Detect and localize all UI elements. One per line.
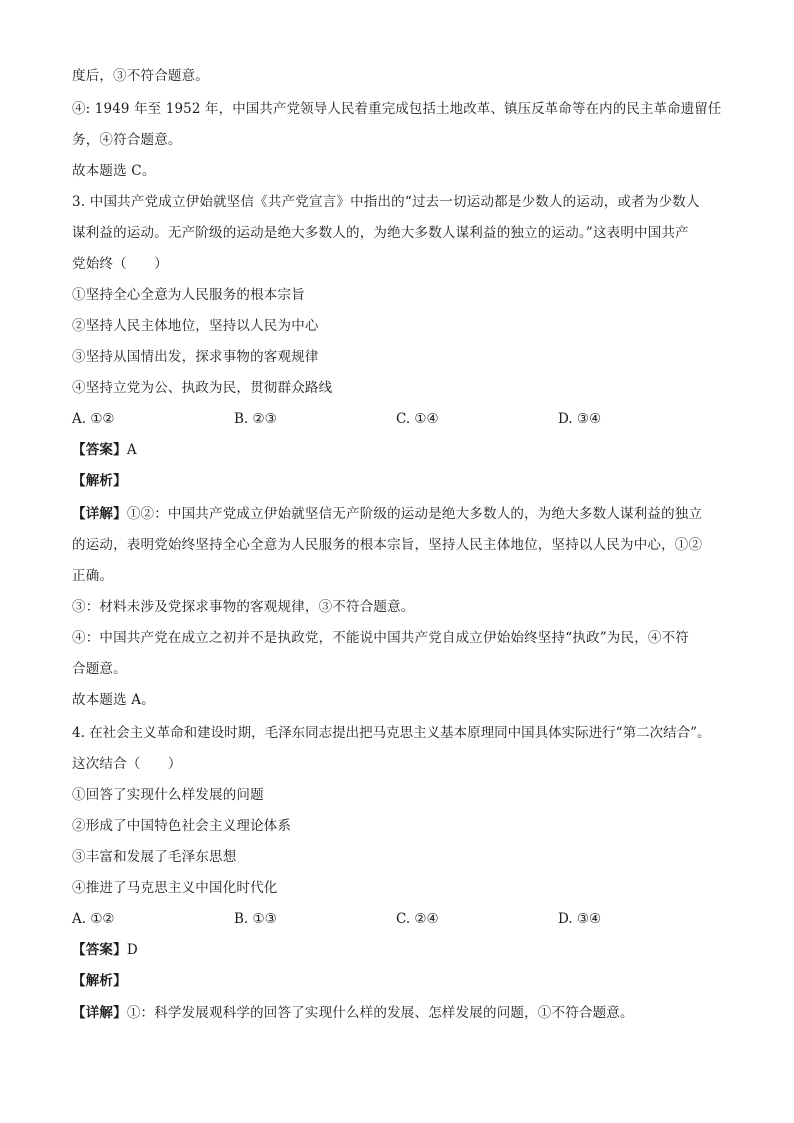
analysis-tag: 【解析】 <box>72 973 127 989</box>
question-4-option-b: B. ①③ <box>234 911 277 927</box>
question-3-option-b: B. ②③ <box>234 411 277 427</box>
question-3-stem: 谋利益的运动。无产阶级的运动是绝大多数人的，为绝大多数人谋利益的独立的运动。”这表明中国共产 <box>72 225 689 241</box>
question-4-option-d: D. ③④ <box>558 911 602 927</box>
question-4-stem: 4. 在社会主义革命和建设时期，毛泽东同志提出把马克思主义基本原理同中国具体实际进行“第二次结合”。 <box>72 725 711 741</box>
detail-text: ①：科学发展观科学的回答了实现什么样的发展、怎样发展的问题，①不符合题意。 <box>126 1005 634 1021</box>
answer-tag: 【答案】 <box>72 442 127 458</box>
answer-value: A <box>126 442 137 458</box>
text-line: 度后，③不符合题意。 <box>72 68 209 84</box>
question-4-statement: ④推进了马克思主义中国化时代化 <box>72 880 278 896</box>
question-3-option-c: C. ①④ <box>396 411 439 427</box>
question-3-statement: ③坚持从国情出发，探求事物的客观规律 <box>72 349 319 365</box>
detail-text: ①②：中国共产党成立伊始就坚信无产阶级的运动是绝大多数人的，为绝大多数人谋利益的独立 <box>126 506 703 522</box>
analysis-tag: 【解析】 <box>72 473 127 489</box>
question-4-stem: 这次结合（ ） <box>72 756 182 772</box>
question-3-detail: ③：材料未涉及党探求事物的客观规律，③不符合题意。 <box>72 599 415 615</box>
question-3-stem: 3. 中国共产党成立伊始就坚信《共产党宣言》中指出的“过去一切运动都是少数人的运动，或者为少数人 <box>72 194 700 210</box>
question-3-statement: ①坚持全心全意为人民服务的根本宗旨 <box>72 287 305 303</box>
question-4-detail <box>72 1004 634 1022</box>
question-4-option-c: C. ②④ <box>396 911 439 927</box>
question-3-detail: 合题意。 <box>72 661 127 677</box>
question-3-detail: 的运动，表明党始终坚持全心全意为人民服务的根本宗旨，坚持人民主体地位，坚持以人民为中心，①② <box>72 537 703 553</box>
question-4-statement: ③丰富和发展了毛泽东思想 <box>72 849 237 865</box>
question-4-statement: ①回答了实现什么样发展的问题 <box>72 787 264 803</box>
question-3-detail: 故本题选 A。 <box>72 692 155 708</box>
question-3-statement: ④坚持立党为公、执政为民，贯彻群众路线 <box>72 380 333 396</box>
detail-tag: 【详解】 <box>72 1005 127 1021</box>
text-line: ④: 1949 年至 1952 年，中国共产党领导人民着重完成包括土地改革、镇压反革命等在内的民主革命遗留任 <box>72 101 722 117</box>
question-3-answer <box>72 441 137 459</box>
question-4-option-a: A. ①② <box>72 911 115 927</box>
detail-tag: 【详解】 <box>72 506 127 522</box>
question-3-statement: ②坚持人民主体地位，坚持以人民为中心 <box>72 318 319 334</box>
question-3-detail <box>72 505 702 523</box>
question-3-option-a: A. ①② <box>72 411 115 427</box>
answer-value: D <box>126 942 138 958</box>
answer-tag: 【答案】 <box>72 942 127 958</box>
question-3-detail: ④：中国共产党在成立之初并不是执政党，不能说中国共产党自成立伊始始终坚持“执政”为民，④不符 <box>72 630 690 646</box>
question-4-statement: ②形成了中国特色社会主义理论体系 <box>72 818 292 834</box>
question-3-option-d: D. ③④ <box>558 411 602 427</box>
text-line: 故本题选 C。 <box>72 163 156 179</box>
text-line: 务，④符合题意。 <box>72 132 182 148</box>
question-3-detail: 正确。 <box>72 568 114 584</box>
question-3-stem: 党始终（ ） <box>72 256 168 272</box>
question-4-answer <box>72 941 138 959</box>
